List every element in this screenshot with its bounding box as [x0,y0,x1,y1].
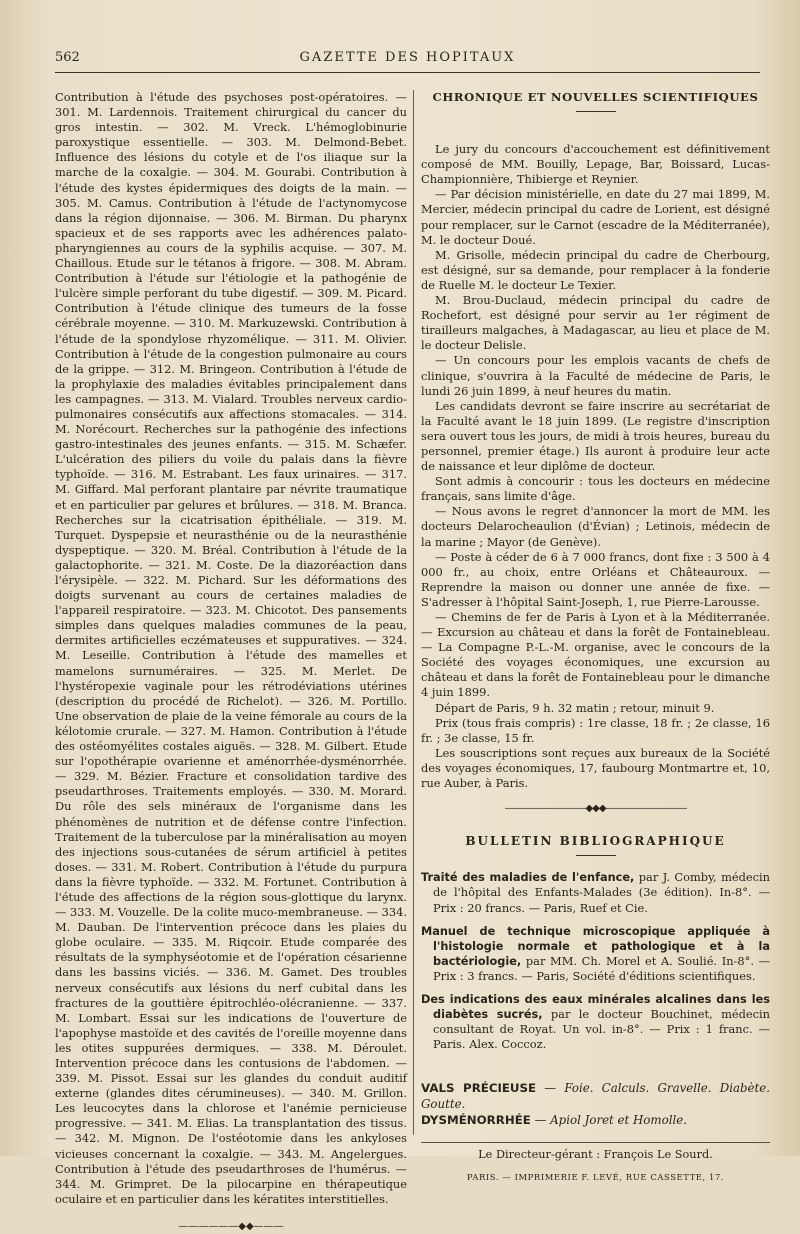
biblio-entry-details: par le docteur Bouchinet, médecin consultant de Royat. Un vol. in-8°. — Prix : 1 franc. — Paris. Alex. Coccoz. [433,1007,771,1052]
chronique-paragraph: — Un concours pour les emplois vacants de chefs de clinique, s'ouvrira à la Faculté de médecine de Paris, le lundi 26 juin 1899, à neuf heures du matin. [421,353,770,398]
chronique-paragraph: Départ de Paris, 9 h. 32 matin ; retour, minuit 9. [435,700,715,715]
bulletin-title: BULLETIN BIBLIOGRAPHIQUE [465,834,726,849]
chronique-body [421,142,770,791]
biblio-entry [421,870,770,915]
chronique-paragraph: — Chemins de fer de Paris à Lyon et à la Méditerranée. — Excursion au château et dans la forêt de Fontainebleau. — La Compagne P.-L.-M. organise, avec le concours de la Société des voyages économiques, une excursion au château et dans la forêt de Fontainebleau pour le dimanche 4 juin 1899. [421,610,770,700]
advertisements [421,1080,770,1128]
biblio-entry-title: Manuel de technique microscopique appliquée à l'histologie normale et pathologique et à la bactériologie, [421,924,770,968]
section-ornament: —————————◆◆◆————————— [504,803,687,815]
biblio-entry-details: par J. Comby, médecin de l'hôpital des Enfants-Malades (3e édition). In-8°. — Prix : 20 francs. — Paris, Ruef et Cie. [433,870,770,915]
thesis-list-text: Contribution à l'étude des psychoses post-opératoires. — 301. M. Lardennois. Traitement chirurgical du cancer du gros intestin. — 302. M. Vreck. L'hémoglobinurie paroxystique essentielle. — 303. M. Delmond-Bebet. Influence des lésions du cotyle et de l'os iliaque sur la marche de la coxalgie. — 304. M. Gourabi. Contribution à l'étude des kystes épidermiques des doigts de la main. — 305. M. Camus. Contribution à l'étude de l'actynomycose dans la région dijonnaise. — 306. M. Birman. Du pharynx spacieux et de ses rapports avec les adhérences palato-pharyngiennes au cours de la syphilis acquise. — 307. M. Chaillous. Etude sur le tétanos à frigore. — 308. M. Abram. Contribution à l'étude sur l'étiologie et la pathogénie de l'ulcère simple perforant du tube digestif. — 309. M. Picard. Contribution à l'étude clinique des tumeurs de la fosse cérébrale moyenne. — 310. M. Markuzewski. Contribution à l'étude de la spondylose rhyzomélique. — 311. M. Olivier. Contribution à l'étude de la congestion pulmonaire au cours de la grippe. — 312. M. Bringeon. Contribution à l'étude de la prophylaxie des maladies évitables principalement dans les campagnes. — 313. M. Vialard. Troubles nerveux cardio-pulmonaires consécutifs aux affections stomacales. — 314. M. Norécourt. Recherches sur la pathogénie des infections gastro-intestinales des jeunes enfants. — 315. M. Schæfer. L'ulcération des piliers du voile du palais dans la fièvre typhoïde. — 316. M. Estrabant. Les faux urinaires. — 317. M. Giffard. Mal perforant plantaire par névrite traumatique et en particulier par gelures et brûlures. — 318. M. Branca. Recherches sur la cicatrisation épithéliale. — 319. M. Turquet. Dyspepsie et neurasthénie ou de la neurasthénie dyspeptique. — 320. M. Bréal. Contribution à l'étude de la galactophorite. — 321. M. Coste. De la diazoréaction dans l'érysipèle. — 322. M. Pichard. Sur les déformations des doigts survenant au cours de certaines maladies de l'appareil respiratoire. — 323. M. Chicotot. Des pansements simples dans quelques maladies communes de la peau, dermites artificielles eczémateuses et suppuratives. — 324. M. Leseille. Contribution à l'étude des mamelles et mamelons surnuméraires. — 325. M. Merlet. De l'hystéropexie vaginale pour les rétrodéviations utérines (description du procédé de Richelot). — 326. M. Portillo. Une observation de plaie de la veine fémorale au cours de la kélotomie crurale. — 327. M. Hamon. Contribution à l'étude des ostéomyélites costales aiguës. — 328. M. Gilbert. Etude sur l'opothérapie ovarienne et aménorrhée-dysménorrhée. — 329. M. Bézier. Fracture et consolidation tardive des pseudarthroses. Traitements employés. — 330. M. Morard. Du rôle des sels minéraux de l'organisme dans les phénomènes de nutrition et de défense contre l'infection. Traitement de la tuberculose par la minéralisation au moyen des injections sous-cutanées de sérum artificiel à petites doses. — 331. M. Robert. Contribution à l'étude du purpura dans la fièvre typhoïde. — 332. M. Fortunet. Contribution à l'étude des affections de la région sous-glottique du larynx. — 333. M. Vouzelle. De la colite muco-membraneuse. — 334. M. Dauban. De l'intervention précoce dans les plaies du globe oculaire. — 335. M. Riqcoir. Etude comparée des résultats de la symphyséotomie et de l'opération césarienne dans les bassins viciés. — 336. M. Gamet. Des troubles nerveux consécutifs aux lésions du nerf cubital dans les fractures de la gouttière épitrochléo-olécranienne. — 337. M. Lombart. Essai sur les indications de l'ouverture de l'apophyse mastoïde et des cavités de l'oreille moyenne dans les otites suppurées dermiques. — 338. M. Déroulet. Intervention précoce dans les contusions de l'abdomen. — 339. M. Pissot. Essai sur les glandes du conduit auditif externe (glandes dites cérumineuses). — 340. M. Grillon. Les leucocytes dans la chlorose et l'anémie pernicieuse progressive. — 341. M. Elias. La transplantation des tissus. — 342. M. Mignon. De l'ostéotomie dans les ankyloses vicieuses concernant la coxalgie. — 343. M. Angelergues. Contribution à l'étude des pseudarthroses de l'humérus. — 344. M. Grimpret. De la pilocarpine en thérapeutique oculaire et en particulier dans les kératites interstitielles. [55,90,408,1206]
chronique-title: CHRONIQUE ET NOUVELLES SCIENTIFIQUES [432,90,759,104]
chronique-paragraph: Les souscriptions sont reçues aux bureaux de la Société des voyages économiques, 17, faubourg Montmartre et, 10, rue Auber, à Paris. [421,745,770,791]
right-column [421,90,771,1183]
ad-line: VALS PRÉCIEUSE — Foie. Calculs. Gravelle. Diabète. Goutte. [421,1081,771,1112]
biblio-entry-details: par MM. Ch. Morel et A. Soulié. In-8°. — Prix : 3 francs. — Paris, Société d'éditions scientifiques. [433,953,770,983]
ad-description: Apiol Joret et Homolle. [550,1113,687,1128]
biblio-entry-title: Des indications des eaux minérales alcalines dans les diabètes sucrés, [421,992,770,1022]
biblio-entry-title: Traité des maladies de l'enfance, [421,871,635,885]
end-ornament: ——————◆◆——— [178,1220,284,1232]
chronique-paragraph: Le jury du concours d'accouchement est définitivement composé de MM. Bouilly, Lepage, Bar, Boissard, Lucas-Championnière, Thibierge et Reynier. [421,142,770,187]
chronique-paragraph: — Par décision ministérielle, en date du 27 mai 1899, M. Mercier, médecin principal du cadre de Lorient, est désigné pour remplacer, sur le Carnot (escadre de la Méditerranée), M. le docteur Doué. [421,187,770,247]
biblio-entry [421,992,770,1052]
left-column [55,90,408,1232]
imprint-line: PARIS. — IMPRIMERIE F. LEVÉ, RUE CASSETTE, 17. [466,1172,725,1183]
biblio-entry [421,924,770,984]
ad-product-name: DYSMÉNORRHÉE [421,1113,531,1128]
director-line: Le Directeur-gérant : François Le Sourd. [478,1148,713,1162]
chronique-paragraph: — Poste à céder de 6 à 7 000 francs, dont fixe : 3 500 à 4 000 fr., au choix, entre Orléans et Châteauroux. — Reprendre la maison ou donner une année de fixe. — S'adresser à l'hôpital Saint-Joseph, 1, rue Pierre-Larousse. [421,549,770,609]
title-rule [576,855,616,856]
chronique-paragraph: Prix (tous frais compris) : 1re classe, 18 fr. ; 2e classe, 16 fr. ; 3e classe, 15 fr. [421,715,770,745]
header-rule [55,72,760,73]
column-divider [413,90,414,1135]
page-header [55,50,760,70]
footer-rule [421,1142,770,1143]
journal-title: GAZETTE DES HOPITAUX [299,50,516,65]
ad-description: Foie. Calculs. Gravelle. Diabète. Goutte. [421,1081,771,1112]
ad-product-name: VALS PRÉCIEUSE [421,1081,537,1096]
chronique-paragraph: M. Grisolle, médecin principal du cadre de Cherbourg, est désigné, sur sa demande, pour remplacer à la fonderie de Ruelle M. le docteur Le Texier. [421,247,770,292]
chronique-paragraph: Sont admis à concourir : tous les docteurs en médecine français, sans limite d'âge. [421,474,770,504]
chronique-paragraph: — Nous avons le regret d'annoncer la mort de MM. les docteurs Delarocheaulion (d'Évian) ; Letinois, médecin de la marine ; Mayor (de Genève). [421,504,770,549]
ad-line: DYSMÉNORRHÉE — Apiol Joret et Homolle. [421,1113,687,1128]
page-number: 562 [55,50,80,65]
title-rule [576,111,616,112]
chronique-paragraph: Les candidats devront se faire inscrire au secrétariat de la Faculté avant le 18 juin 1899. (Le registre d'inscription sera ouvert tous les jours, de midi à trois heures, bureau du personnel, premier étage.) Ils auront à produire leur acte de naissance et leur diplôme de docteur. [421,398,770,474]
chronique-paragraph: M. Brou-Duclaud, médecin principal du cadre de Rochefort, est désigné pour servir au 1er régiment de tirailleurs malgaches, à Madagascar, au lieu et place de M. le docteur Delisle. [421,293,770,353]
